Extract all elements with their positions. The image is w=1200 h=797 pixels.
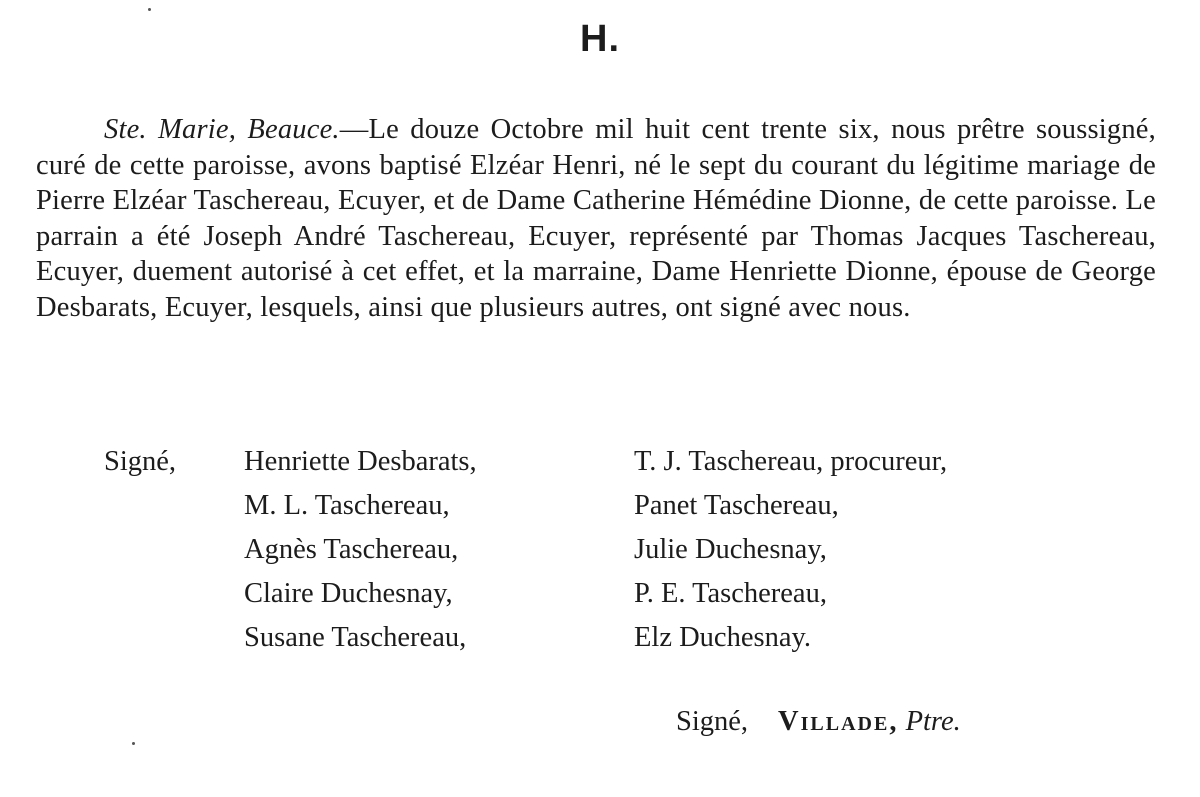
signature-left: M. L. Taschereau, — [244, 490, 450, 521]
signature-row — [104, 484, 1094, 528]
record-text: Le douze Octobre mil huit cent trente six, nous prêtre soussigné, curé de cette paroisse, avons baptisé Elzéar Henri, né le sept du courant du légitime mariage de Pierre Elzéar Taschereau, Ecuyer, et de Dame Catherine Hémédine Dionne, de cette paroisse. Le parrain a été Joseph André Taschereau, Ecuyer, représenté par Thomas Jacques Taschereau, Ecuyer, duement autorisé à cet effet, et la marraine, Dame Henriette Dionne, épouse de George Desbarats, Ecuyer, lesquels, ainsi que plusieurs autres, ont signé avec nous. — [36, 114, 1156, 323]
signature-right: T. J. Taschereau, procureur, — [634, 446, 948, 477]
signature-left: Henriette Desbarats, — [244, 446, 477, 477]
record-place: Ste. Marie, Beauce. — [104, 114, 340, 145]
signature-right: Elz Duchesnay. — [634, 622, 811, 653]
signature-right: P. E. Taschereau, — [634, 578, 827, 609]
signatures-block — [104, 440, 1094, 660]
signature-row — [104, 572, 1094, 616]
officiant-signature — [676, 700, 961, 744]
signature-row — [104, 616, 1094, 660]
officiant-label: Signé, — [676, 706, 749, 737]
signature-left: Susane Taschereau, — [244, 622, 467, 653]
signature-right: Julie Duchesnay, — [634, 534, 827, 565]
signature-right: Panet Taschereau, — [634, 490, 839, 521]
signature-row — [104, 528, 1094, 572]
officiant-title: Ptre. — [905, 706, 961, 737]
signature-left: Claire Duchesnay, — [244, 578, 453, 609]
paper-speck — [132, 742, 135, 745]
officiant-name: Villade, — [778, 706, 899, 737]
paper-speck — [148, 8, 151, 11]
record-dash: — — [339, 114, 369, 145]
baptism-record-paragraph — [36, 112, 1156, 325]
signature-row — [104, 440, 1094, 484]
signature-left: Agnès Taschereau, — [244, 534, 459, 565]
section-heading: H. — [580, 18, 620, 60]
signatures-label: Signé, — [104, 446, 177, 477]
